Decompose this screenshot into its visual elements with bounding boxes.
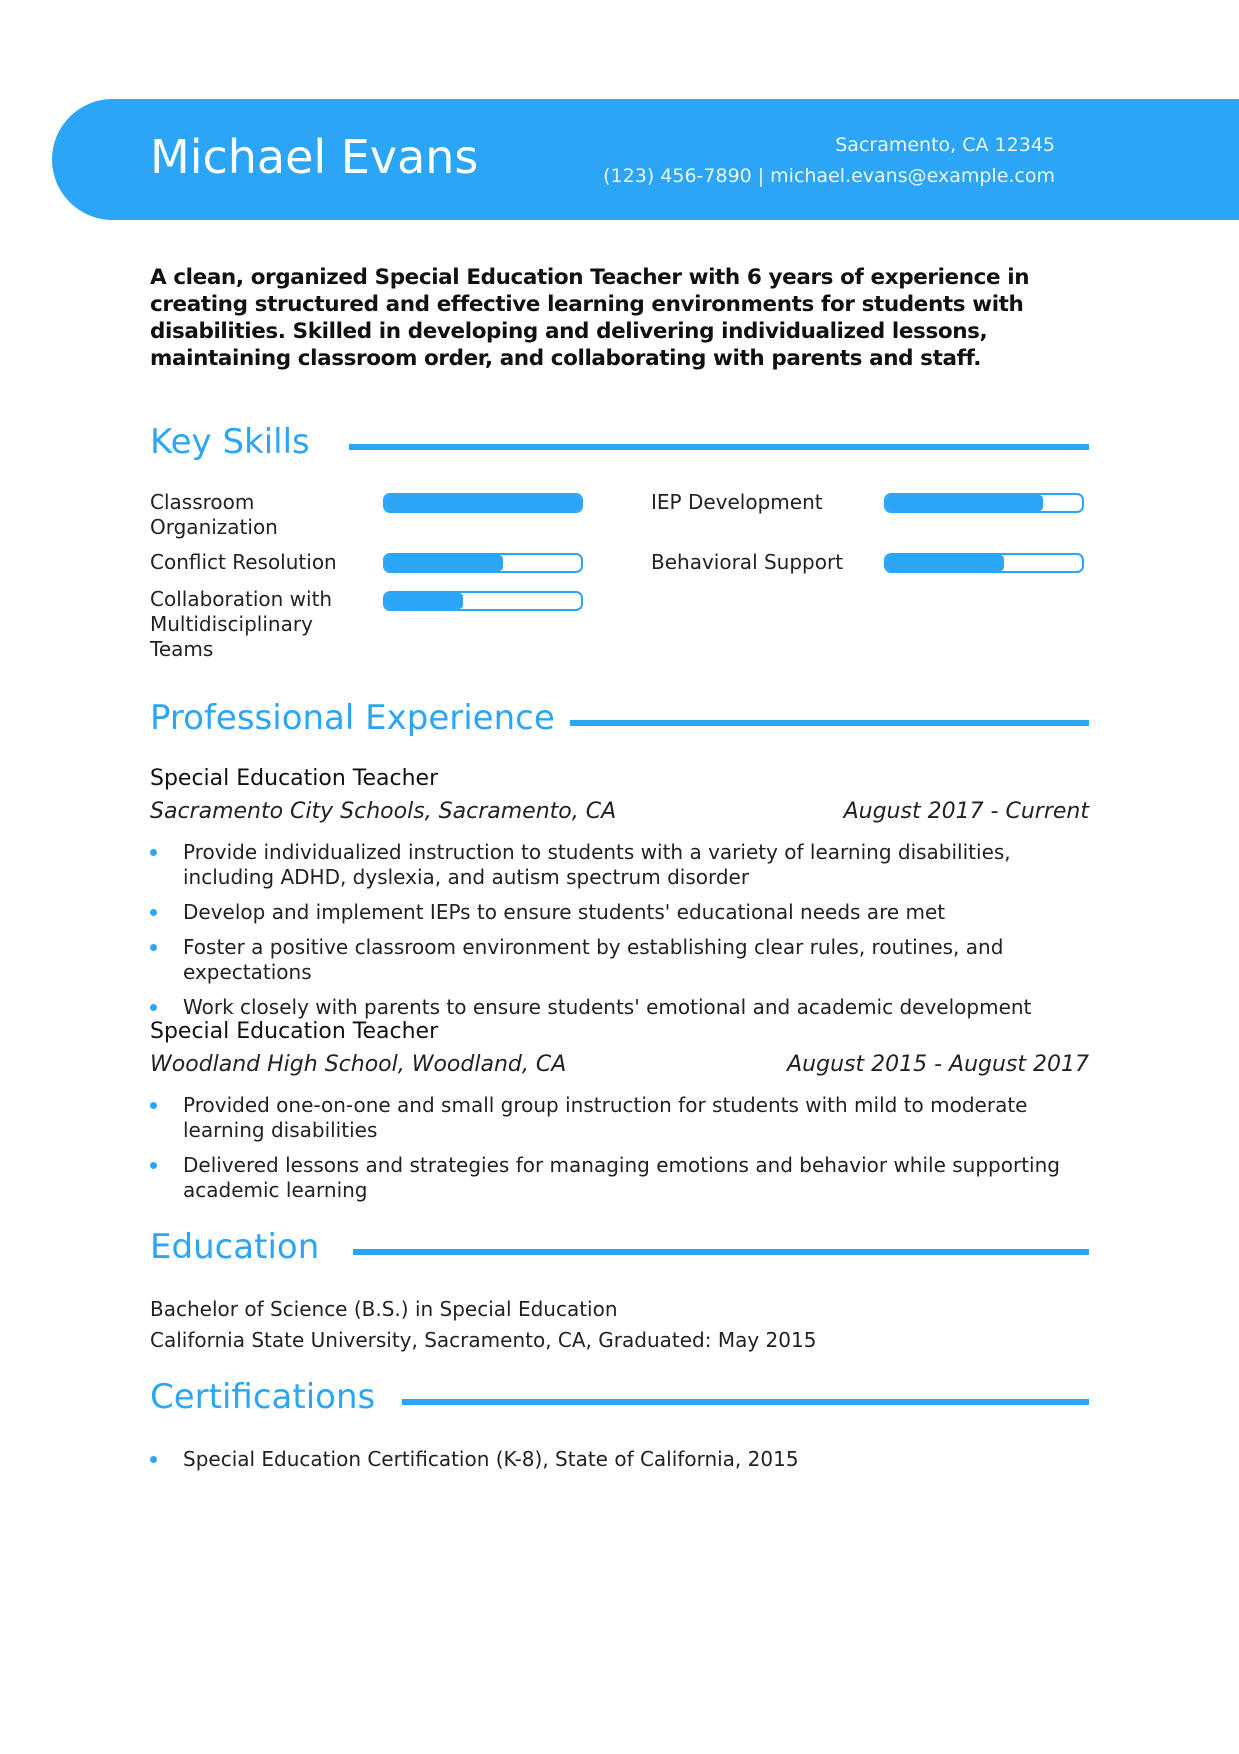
address: Sacramento, CA 12345 <box>835 134 1055 156</box>
list-item <box>150 840 1075 890</box>
phone: (123) 456-7890 <box>603 165 752 187</box>
list-item <box>150 935 1075 985</box>
section-rule-skills <box>349 444 1089 450</box>
bullet-text: Develop and implement IEPs to ensure students' educational needs are met <box>183 900 946 924</box>
skill-bar <box>884 493 1084 513</box>
job-title: Special Education Teacher <box>150 1019 439 1044</box>
bullet-text: Delivered lessons and strategies for managing emotions and behavior while supporting academic learning <box>183 1153 1060 1202</box>
section-rule-education <box>353 1249 1089 1255</box>
skill-bar <box>383 591 583 611</box>
email[interactable]: michael.evans@example.com <box>770 165 1055 187</box>
section-title-certifications: Certifications <box>150 1377 376 1417</box>
phone-email-line <box>603 161 1055 192</box>
section-rule-experience <box>570 720 1089 726</box>
bullet-text: Work closely with parents to ensure students' emotional and academic development <box>183 995 1032 1019</box>
section-rule-certifications <box>402 1399 1089 1405</box>
job-title: Special Education Teacher <box>150 766 439 791</box>
skill-bar-fill <box>385 555 503 571</box>
skill-label: Behavioral Support <box>651 550 844 574</box>
skill-bar <box>383 553 583 573</box>
bullet-icon <box>150 1162 157 1169</box>
bullet-icon <box>150 849 157 856</box>
contact-separator: | <box>757 165 765 187</box>
job-organization: Woodland High School, Woodland, CA <box>150 1052 567 1077</box>
bullet-icon <box>150 944 157 951</box>
list-item <box>150 1447 1075 1472</box>
contact-block <box>603 130 1055 192</box>
job-organization: Sacramento City Schools, Sacramento, CA <box>150 799 617 824</box>
candidate-name: Michael Evans <box>150 130 479 184</box>
bullet-text: Foster a positive classroom environment by establishing clear rules, routines, and expectations <box>183 935 1004 984</box>
list-item <box>150 900 1075 925</box>
skill-bar-fill <box>385 593 463 609</box>
skill-label: Collaboration with Multidisciplinary Teams <box>150 587 333 661</box>
bullet-text: Provide individualized instruction to students with a variety of learning disabilities, including ADHD, dyslexia, and autism spectrum disorder <box>183 840 1011 889</box>
job-dates: August 2015 - August 2017 <box>787 1052 1089 1077</box>
certification-text: Special Education Certification (K-8), State of California, 2015 <box>183 1447 799 1471</box>
education-school: California State University, Sacramento, CA, Graduated: May 2015 <box>150 1328 817 1352</box>
certification-list <box>150 1447 1075 1482</box>
list-item <box>150 1153 1075 1203</box>
bullet-text: Provided one-on-one and small group instruction for students with mild to moderate learning disabilities <box>183 1093 1028 1142</box>
job-bullets <box>150 840 1075 1030</box>
skill-bar-fill <box>886 495 1043 511</box>
skill-bar <box>884 553 1084 573</box>
bullet-icon <box>150 1456 157 1463</box>
bullet-icon <box>150 1004 157 1011</box>
job-dates: August 2017 - Current <box>843 799 1089 824</box>
bullet-icon <box>150 909 157 916</box>
list-item <box>150 995 1075 1020</box>
skill-label: Classroom Organization <box>150 490 278 539</box>
section-title-skills: Key Skills <box>150 422 310 462</box>
bullet-icon <box>150 1102 157 1109</box>
section-title-experience: Professional Experience <box>150 698 555 738</box>
job-bullets <box>150 1093 1075 1213</box>
skill-label: IEP Development <box>651 490 823 514</box>
skill-bar-fill <box>385 495 581 511</box>
education-degree: Bachelor of Science (B.S.) in Special Education <box>150 1297 618 1321</box>
skill-label: Conflict Resolution <box>150 550 337 574</box>
skill-bar-fill <box>886 555 1004 571</box>
section-title-education: Education <box>150 1227 320 1267</box>
list-item <box>150 1093 1075 1143</box>
professional-summary: A clean, organized Special Education Teacher with 6 years of experience in creating structured and effective learning environments for students with disabilities. Skilled in developing and delivering individualized lessons, maintaining classroom order, and collaborating with parents and staff. <box>150 265 1030 371</box>
skill-bar <box>383 493 583 513</box>
